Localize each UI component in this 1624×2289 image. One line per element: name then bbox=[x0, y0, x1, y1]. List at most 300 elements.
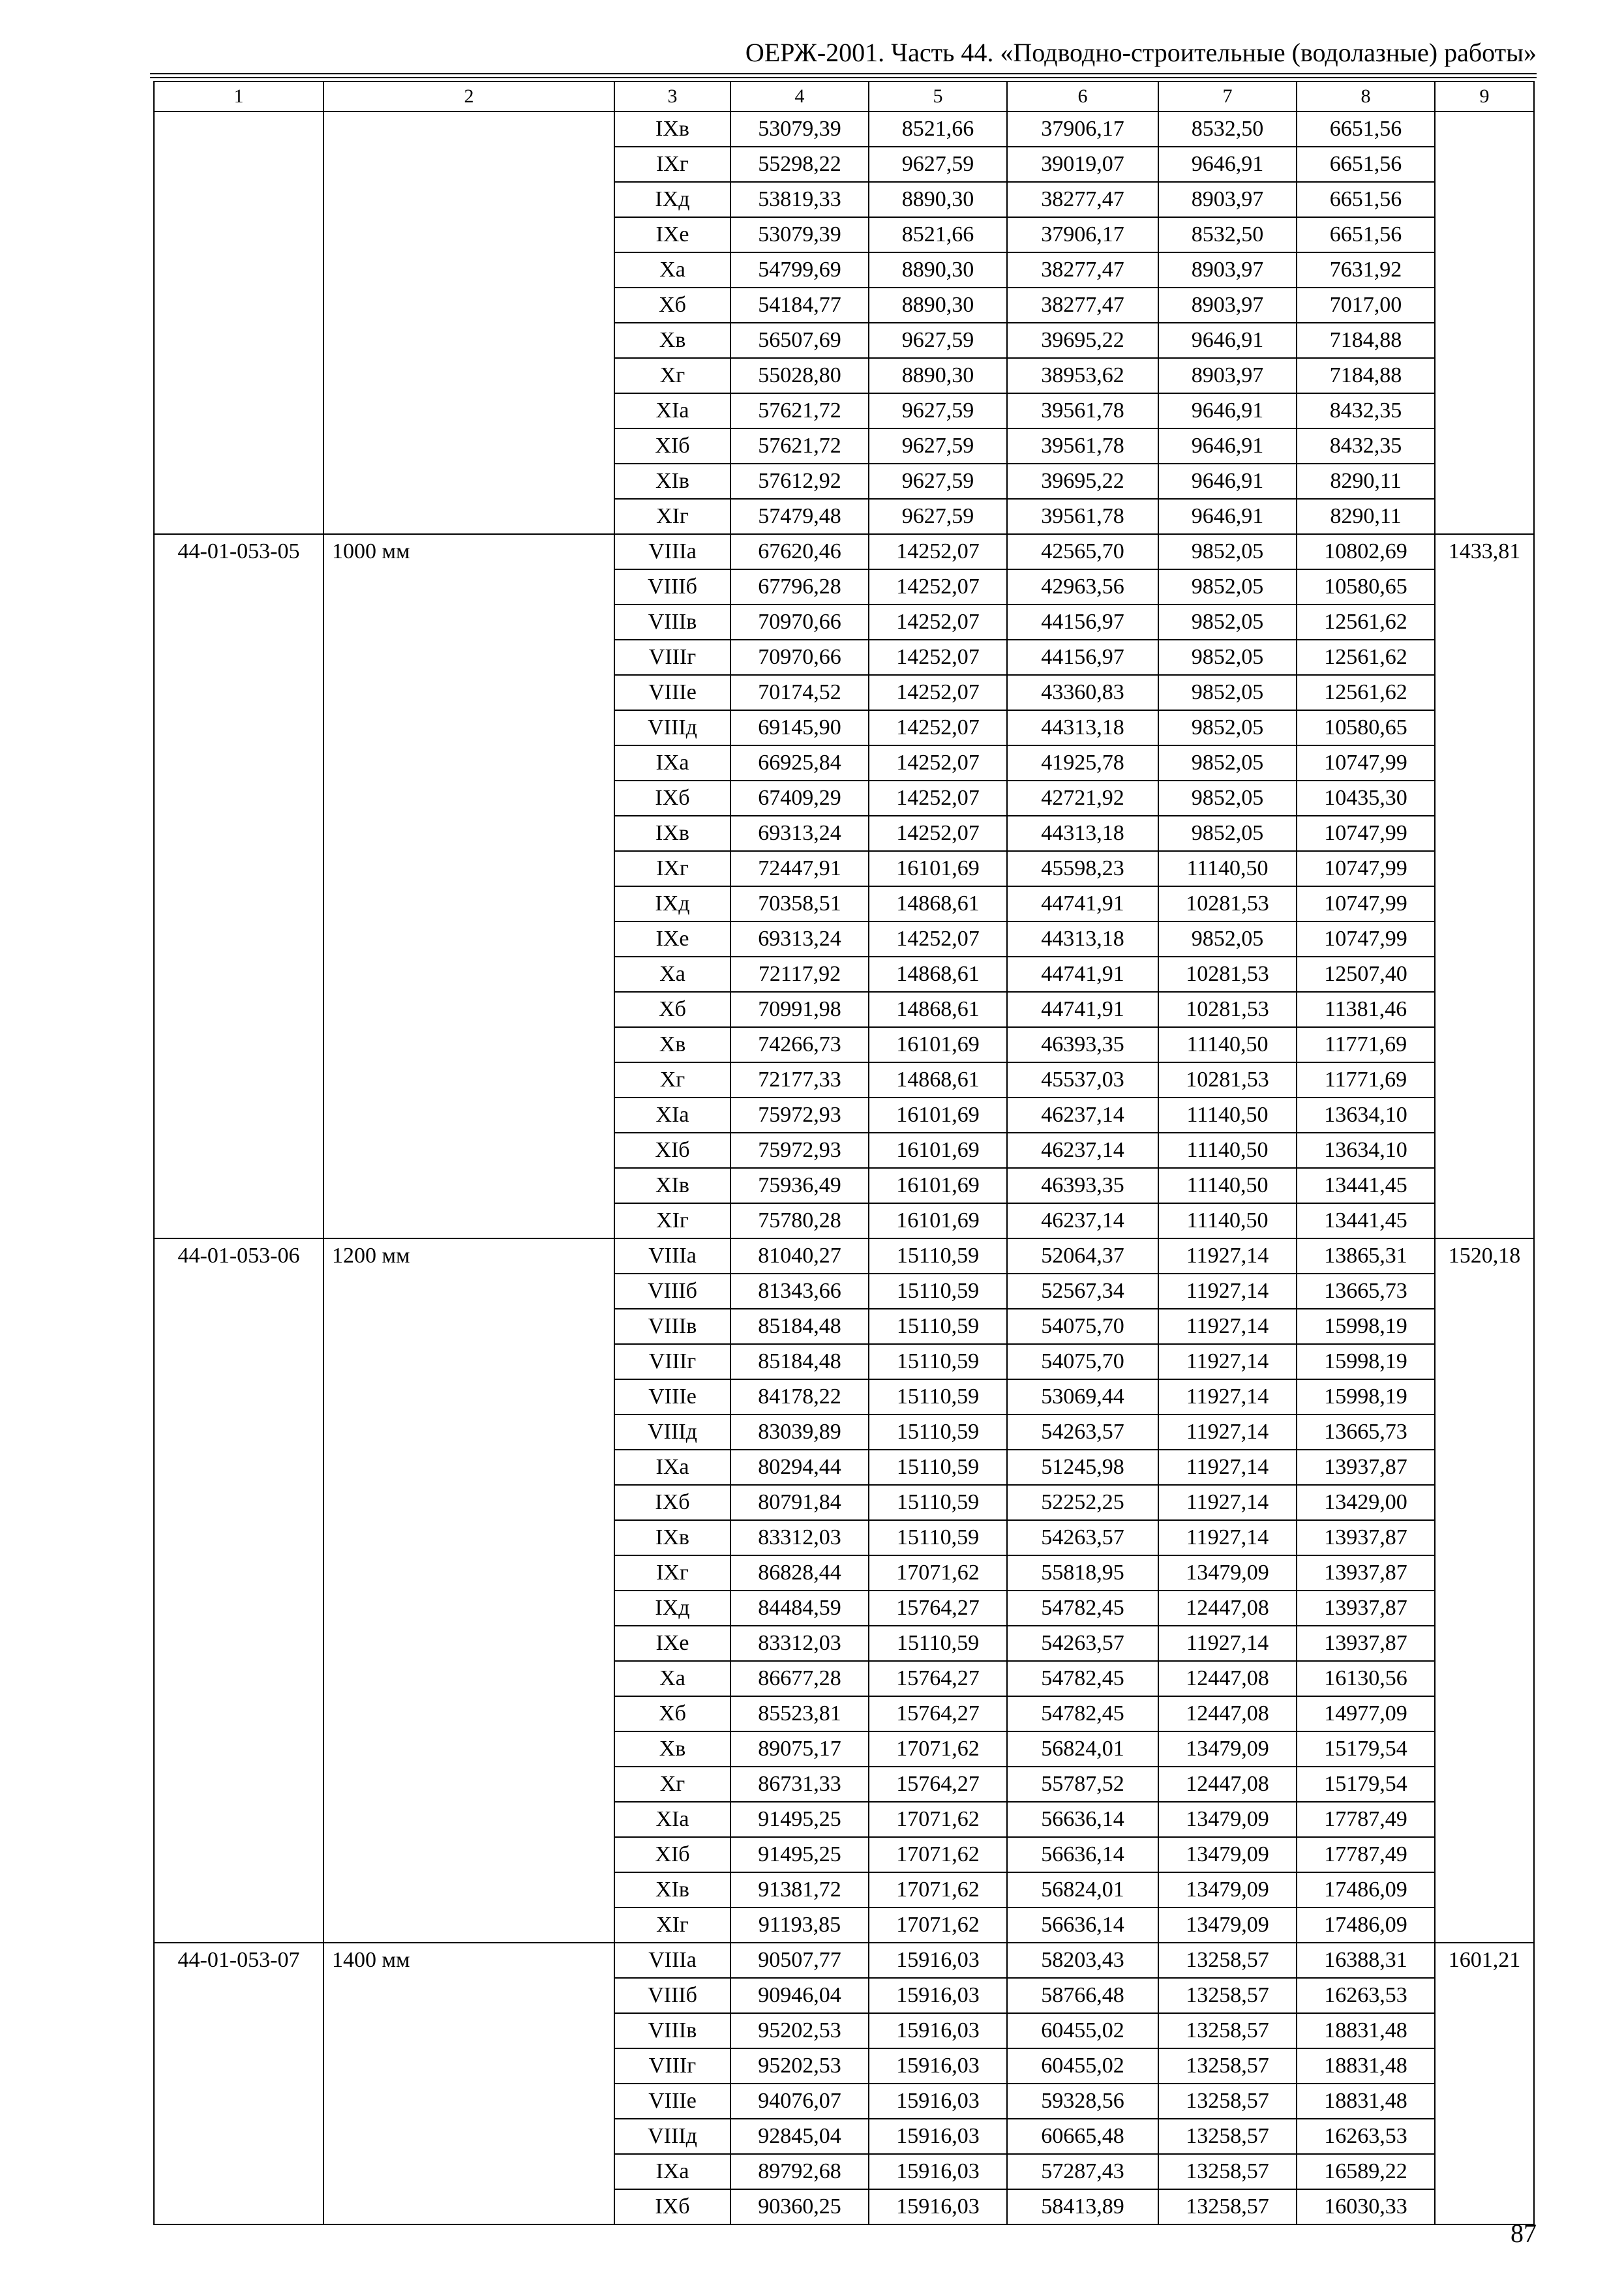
total-cost: 57621,72 bbox=[730, 393, 869, 428]
wages: 8890,30 bbox=[869, 252, 1007, 288]
total-cost: 67796,28 bbox=[730, 569, 869, 605]
total-cost: 91381,72 bbox=[730, 1872, 869, 1908]
machine-cost: 39561,78 bbox=[1007, 428, 1158, 464]
wages: 9627,59 bbox=[869, 464, 1007, 499]
machine-cost: 44313,18 bbox=[1007, 921, 1158, 957]
materials-cost: 13937,87 bbox=[1297, 1555, 1435, 1591]
wages: 9627,59 bbox=[869, 147, 1007, 182]
materials-cost: 16589,22 bbox=[1297, 2154, 1435, 2189]
wages: 14252,07 bbox=[869, 534, 1007, 569]
wages: 9627,59 bbox=[869, 428, 1007, 464]
total-cost: 81040,27 bbox=[730, 1238, 869, 1274]
machine-cost: 52567,34 bbox=[1007, 1274, 1158, 1309]
soil-group: Xа bbox=[614, 1661, 730, 1696]
page-number: 87 bbox=[1511, 2219, 1537, 2248]
machine-cost: 54075,70 bbox=[1007, 1309, 1158, 1344]
materials-cost: 13937,87 bbox=[1297, 1591, 1435, 1626]
wages: 15110,59 bbox=[869, 1379, 1007, 1414]
wages: 17071,62 bbox=[869, 1802, 1007, 1837]
wages: 8890,30 bbox=[869, 288, 1007, 323]
machine-cost: 56636,14 bbox=[1007, 1802, 1158, 1837]
wages: 15110,59 bbox=[869, 1344, 1007, 1379]
machinist-wages: 12447,08 bbox=[1158, 1661, 1297, 1696]
materials-cost: 14977,09 bbox=[1297, 1696, 1435, 1731]
total-cost: 70991,98 bbox=[730, 992, 869, 1027]
header-rule bbox=[150, 77, 1537, 78]
machine-cost: 56824,01 bbox=[1007, 1731, 1158, 1767]
soil-group: Xг bbox=[614, 358, 730, 393]
soil-group: VIIIа bbox=[614, 1238, 730, 1274]
item-price: 1601,21 bbox=[1435, 1943, 1534, 2224]
machinist-wages: 11927,14 bbox=[1158, 1309, 1297, 1344]
soil-group: Xб bbox=[614, 288, 730, 323]
soil-group: VIIIб bbox=[614, 1978, 730, 2013]
table-row bbox=[154, 1238, 1534, 1274]
soil-group: XIв bbox=[614, 464, 730, 499]
soil-group: Xг bbox=[614, 1062, 730, 1098]
soil-group: IXг bbox=[614, 147, 730, 182]
table-row bbox=[154, 534, 1534, 569]
soil-group: VIIIг bbox=[614, 2048, 730, 2084]
machine-cost: 46237,14 bbox=[1007, 1203, 1158, 1238]
machine-cost: 45537,03 bbox=[1007, 1062, 1158, 1098]
wages: 14252,07 bbox=[869, 569, 1007, 605]
total-cost: 81343,66 bbox=[730, 1274, 869, 1309]
total-cost: 57612,92 bbox=[730, 464, 869, 499]
machine-cost: 42721,92 bbox=[1007, 781, 1158, 816]
materials-cost: 10580,65 bbox=[1297, 710, 1435, 745]
materials-cost: 16263,53 bbox=[1297, 2119, 1435, 2154]
machinist-wages: 9852,05 bbox=[1158, 675, 1297, 710]
materials-cost: 13441,45 bbox=[1297, 1168, 1435, 1203]
total-cost: 83312,03 bbox=[730, 1520, 869, 1555]
machinist-wages: 13479,09 bbox=[1158, 1908, 1297, 1943]
wages: 14252,07 bbox=[869, 675, 1007, 710]
machine-cost: 44741,91 bbox=[1007, 886, 1158, 921]
machine-cost: 53069,44 bbox=[1007, 1379, 1158, 1414]
total-cost: 83312,03 bbox=[730, 1626, 869, 1661]
materials-cost: 18831,48 bbox=[1297, 2084, 1435, 2119]
materials-cost: 6651,56 bbox=[1297, 217, 1435, 252]
machinist-wages: 9852,05 bbox=[1158, 781, 1297, 816]
machinist-wages: 13258,57 bbox=[1158, 2119, 1297, 2154]
materials-cost: 17486,09 bbox=[1297, 1908, 1435, 1943]
soil-group: IXв bbox=[614, 816, 730, 851]
total-cost: 85523,81 bbox=[730, 1696, 869, 1731]
machinist-wages: 10281,53 bbox=[1158, 886, 1297, 921]
total-cost: 75972,93 bbox=[730, 1133, 869, 1168]
total-cost: 91495,25 bbox=[730, 1802, 869, 1837]
column-number: 9 bbox=[1435, 82, 1534, 112]
materials-cost: 11771,69 bbox=[1297, 1027, 1435, 1062]
soil-group: VIIIб bbox=[614, 1274, 730, 1309]
machine-cost: 38953,62 bbox=[1007, 358, 1158, 393]
wages: 9627,59 bbox=[869, 323, 1007, 358]
soil-group: VIIIд bbox=[614, 1414, 730, 1450]
machine-cost: 58413,89 bbox=[1007, 2189, 1158, 2224]
soil-group: Xг bbox=[614, 1767, 730, 1802]
materials-cost: 13937,87 bbox=[1297, 1520, 1435, 1555]
materials-cost: 11771,69 bbox=[1297, 1062, 1435, 1098]
soil-group: IXа bbox=[614, 745, 730, 781]
wages: 15916,03 bbox=[869, 2119, 1007, 2154]
materials-cost: 10435,30 bbox=[1297, 781, 1435, 816]
wages: 15916,03 bbox=[869, 1978, 1007, 2013]
wages: 16101,69 bbox=[869, 1027, 1007, 1062]
wages: 15110,59 bbox=[869, 1309, 1007, 1344]
soil-group: IXд bbox=[614, 182, 730, 217]
materials-cost: 13865,31 bbox=[1297, 1238, 1435, 1274]
machine-cost: 54782,45 bbox=[1007, 1661, 1158, 1696]
machinist-wages: 13258,57 bbox=[1158, 2048, 1297, 2084]
machinist-wages: 12447,08 bbox=[1158, 1767, 1297, 1802]
machinist-wages: 9852,05 bbox=[1158, 816, 1297, 851]
machine-cost: 55818,95 bbox=[1007, 1555, 1158, 1591]
soil-group: VIIIв bbox=[614, 605, 730, 640]
wages: 15916,03 bbox=[869, 1943, 1007, 1978]
machinist-wages: 9852,05 bbox=[1158, 605, 1297, 640]
materials-cost: 13937,87 bbox=[1297, 1450, 1435, 1485]
materials-cost: 15179,54 bbox=[1297, 1767, 1435, 1802]
materials-cost: 13937,87 bbox=[1297, 1626, 1435, 1661]
total-cost: 75936,49 bbox=[730, 1168, 869, 1203]
total-cost: 92845,04 bbox=[730, 2119, 869, 2154]
soil-group: XIг bbox=[614, 1203, 730, 1238]
soil-group: IXа bbox=[614, 2154, 730, 2189]
machinist-wages: 13258,57 bbox=[1158, 2013, 1297, 2048]
wages: 14252,07 bbox=[869, 710, 1007, 745]
wages: 14252,07 bbox=[869, 640, 1007, 675]
machinist-wages: 9646,91 bbox=[1158, 393, 1297, 428]
total-cost: 70970,66 bbox=[730, 605, 869, 640]
wages: 14252,07 bbox=[869, 921, 1007, 957]
total-cost: 85184,48 bbox=[730, 1344, 869, 1379]
total-cost: 67409,29 bbox=[730, 781, 869, 816]
item-price bbox=[1435, 112, 1534, 534]
machinist-wages: 9852,05 bbox=[1158, 745, 1297, 781]
machinist-wages: 11927,14 bbox=[1158, 1485, 1297, 1520]
wages: 17071,62 bbox=[869, 1908, 1007, 1943]
wages: 9627,59 bbox=[869, 499, 1007, 534]
machinist-wages: 9852,05 bbox=[1158, 921, 1297, 957]
soil-group: VIIIд bbox=[614, 2119, 730, 2154]
machinist-wages: 11927,14 bbox=[1158, 1238, 1297, 1274]
machine-cost: 44741,91 bbox=[1007, 957, 1158, 992]
wages: 14868,61 bbox=[869, 992, 1007, 1027]
header-rule bbox=[150, 73, 1537, 74]
machine-cost: 55787,52 bbox=[1007, 1767, 1158, 1802]
materials-cost: 10747,99 bbox=[1297, 745, 1435, 781]
machine-cost: 37906,17 bbox=[1007, 217, 1158, 252]
machinist-wages: 13258,57 bbox=[1158, 2154, 1297, 2189]
soil-group: XIг bbox=[614, 499, 730, 534]
item-code: 44-01-053-06 bbox=[154, 1238, 323, 1943]
machinist-wages: 9852,05 bbox=[1158, 534, 1297, 569]
materials-cost: 8290,11 bbox=[1297, 499, 1435, 534]
wages: 8890,30 bbox=[869, 358, 1007, 393]
soil-group: IXг bbox=[614, 1555, 730, 1591]
machinist-wages: 9646,91 bbox=[1158, 147, 1297, 182]
materials-cost: 15998,19 bbox=[1297, 1379, 1435, 1414]
machinist-wages: 11927,14 bbox=[1158, 1414, 1297, 1450]
total-cost: 85184,48 bbox=[730, 1309, 869, 1344]
machinist-wages: 11927,14 bbox=[1158, 1450, 1297, 1485]
materials-cost: 11381,46 bbox=[1297, 992, 1435, 1027]
machine-cost: 38277,47 bbox=[1007, 252, 1158, 288]
wages: 14868,61 bbox=[869, 886, 1007, 921]
wages: 15916,03 bbox=[869, 2084, 1007, 2119]
soil-group: IXг bbox=[614, 851, 730, 886]
machinist-wages: 8903,97 bbox=[1158, 288, 1297, 323]
materials-cost: 7631,92 bbox=[1297, 252, 1435, 288]
wages: 17071,62 bbox=[869, 1837, 1007, 1872]
item-diameter: 1000 мм bbox=[323, 534, 614, 1238]
total-cost: 69313,24 bbox=[730, 921, 869, 957]
machinist-wages: 8532,50 bbox=[1158, 112, 1297, 147]
machinist-wages: 8532,50 bbox=[1158, 217, 1297, 252]
machine-cost: 44313,18 bbox=[1007, 710, 1158, 745]
materials-cost: 12507,40 bbox=[1297, 957, 1435, 992]
machinist-wages: 9852,05 bbox=[1158, 710, 1297, 745]
soil-group: VIIIб bbox=[614, 569, 730, 605]
machinist-wages: 11140,50 bbox=[1158, 1168, 1297, 1203]
total-cost: 72447,91 bbox=[730, 851, 869, 886]
machine-cost: 54263,57 bbox=[1007, 1626, 1158, 1661]
soil-group: XIв bbox=[614, 1872, 730, 1908]
machine-cost: 56636,14 bbox=[1007, 1908, 1158, 1943]
wages: 15110,59 bbox=[869, 1485, 1007, 1520]
machine-cost: 45598,23 bbox=[1007, 851, 1158, 886]
wages: 14252,07 bbox=[869, 605, 1007, 640]
machinist-wages: 11140,50 bbox=[1158, 1203, 1297, 1238]
machine-cost: 58203,43 bbox=[1007, 1943, 1158, 1978]
total-cost: 53819,33 bbox=[730, 182, 869, 217]
soil-group: IXе bbox=[614, 217, 730, 252]
wages: 8890,30 bbox=[869, 182, 1007, 217]
materials-cost: 10747,99 bbox=[1297, 886, 1435, 921]
total-cost: 83039,89 bbox=[730, 1414, 869, 1450]
machine-cost: 51245,98 bbox=[1007, 1450, 1158, 1485]
item-diameter: 1200 мм bbox=[323, 1238, 614, 1943]
materials-cost: 15998,19 bbox=[1297, 1344, 1435, 1379]
total-cost: 70174,52 bbox=[730, 675, 869, 710]
total-cost: 57621,72 bbox=[730, 428, 869, 464]
soil-group: XIа bbox=[614, 1098, 730, 1133]
materials-cost: 12561,62 bbox=[1297, 640, 1435, 675]
soil-group: IXд bbox=[614, 886, 730, 921]
wages: 14868,61 bbox=[869, 957, 1007, 992]
machine-cost: 52252,25 bbox=[1007, 1485, 1158, 1520]
total-cost: 53079,39 bbox=[730, 217, 869, 252]
machinist-wages: 8903,97 bbox=[1158, 358, 1297, 393]
machine-cost: 38277,47 bbox=[1007, 182, 1158, 217]
item-price: 1433,81 bbox=[1435, 534, 1534, 1238]
machinist-wages: 11140,50 bbox=[1158, 1133, 1297, 1168]
machinist-wages: 13258,57 bbox=[1158, 2189, 1297, 2224]
wages: 15110,59 bbox=[869, 1626, 1007, 1661]
machine-cost: 57287,43 bbox=[1007, 2154, 1158, 2189]
soil-group: VIIIе bbox=[614, 2084, 730, 2119]
machinist-wages: 11927,14 bbox=[1158, 1626, 1297, 1661]
soil-group: XIб bbox=[614, 1133, 730, 1168]
wages: 16101,69 bbox=[869, 1168, 1007, 1203]
soil-group: VIIIв bbox=[614, 1309, 730, 1344]
wages: 16101,69 bbox=[869, 1203, 1007, 1238]
wages: 15110,59 bbox=[869, 1450, 1007, 1485]
materials-cost: 13665,73 bbox=[1297, 1274, 1435, 1309]
total-cost: 90946,04 bbox=[730, 1978, 869, 2013]
materials-cost: 17486,09 bbox=[1297, 1872, 1435, 1908]
soil-group: XIг bbox=[614, 1908, 730, 1943]
item-code: 44-01-053-05 bbox=[154, 534, 323, 1238]
machinist-wages: 10281,53 bbox=[1158, 1062, 1297, 1098]
machinist-wages: 13479,09 bbox=[1158, 1837, 1297, 1872]
machinist-wages: 11927,14 bbox=[1158, 1520, 1297, 1555]
total-cost: 89075,17 bbox=[730, 1731, 869, 1767]
wages: 8521,66 bbox=[869, 112, 1007, 147]
soil-group: VIIIа bbox=[614, 534, 730, 569]
machine-cost: 52064,37 bbox=[1007, 1238, 1158, 1274]
column-number: 8 bbox=[1297, 82, 1435, 112]
materials-cost: 8290,11 bbox=[1297, 464, 1435, 499]
soil-group: VIIIе bbox=[614, 675, 730, 710]
total-cost: 55028,80 bbox=[730, 358, 869, 393]
total-cost: 75780,28 bbox=[730, 1203, 869, 1238]
wages: 15110,59 bbox=[869, 1274, 1007, 1309]
machine-cost: 59328,56 bbox=[1007, 2084, 1158, 2119]
wages: 15916,03 bbox=[869, 2154, 1007, 2189]
machinist-wages: 12447,08 bbox=[1158, 1591, 1297, 1626]
machine-cost: 56636,14 bbox=[1007, 1837, 1158, 1872]
machine-cost: 41925,78 bbox=[1007, 745, 1158, 781]
machinist-wages: 13479,09 bbox=[1158, 1731, 1297, 1767]
machine-cost: 37906,17 bbox=[1007, 112, 1158, 147]
item-diameter bbox=[323, 112, 614, 534]
total-cost: 53079,39 bbox=[730, 112, 869, 147]
total-cost: 72117,92 bbox=[730, 957, 869, 992]
materials-cost: 13441,45 bbox=[1297, 1203, 1435, 1238]
machinist-wages: 11140,50 bbox=[1158, 1027, 1297, 1062]
machine-cost: 43360,83 bbox=[1007, 675, 1158, 710]
machinist-wages: 11927,14 bbox=[1158, 1379, 1297, 1414]
column-number: 6 bbox=[1007, 82, 1158, 112]
materials-cost: 10747,99 bbox=[1297, 816, 1435, 851]
total-cost: 95202,53 bbox=[730, 2013, 869, 2048]
soil-group: IXб bbox=[614, 1485, 730, 1520]
machine-cost: 54782,45 bbox=[1007, 1696, 1158, 1731]
wages: 17071,62 bbox=[869, 1872, 1007, 1908]
total-cost: 75972,93 bbox=[730, 1098, 869, 1133]
machine-cost: 46237,14 bbox=[1007, 1098, 1158, 1133]
total-cost: 66925,84 bbox=[730, 745, 869, 781]
machinist-wages: 10281,53 bbox=[1158, 957, 1297, 992]
materials-cost: 16388,31 bbox=[1297, 1943, 1435, 1978]
soil-group: XIв bbox=[614, 1168, 730, 1203]
machine-cost: 39561,78 bbox=[1007, 499, 1158, 534]
materials-cost: 15179,54 bbox=[1297, 1731, 1435, 1767]
machine-cost: 39019,07 bbox=[1007, 147, 1158, 182]
machine-cost: 46237,14 bbox=[1007, 1133, 1158, 1168]
total-cost: 90507,77 bbox=[730, 1943, 869, 1978]
machine-cost: 46393,35 bbox=[1007, 1168, 1158, 1203]
machine-cost: 54782,45 bbox=[1007, 1591, 1158, 1626]
machine-cost: 58766,48 bbox=[1007, 1978, 1158, 2013]
materials-cost: 16263,53 bbox=[1297, 1978, 1435, 2013]
machine-cost: 46393,35 bbox=[1007, 1027, 1158, 1062]
machine-cost: 60665,48 bbox=[1007, 2119, 1158, 2154]
machine-cost: 44156,97 bbox=[1007, 640, 1158, 675]
machine-cost: 56824,01 bbox=[1007, 1872, 1158, 1908]
materials-cost: 7017,00 bbox=[1297, 288, 1435, 323]
materials-cost: 7184,88 bbox=[1297, 323, 1435, 358]
machinist-wages: 11140,50 bbox=[1158, 1098, 1297, 1133]
page-header: ОЕРЖ-2001. Часть 44. «Подводно-строительные (водолазные) работы» bbox=[745, 38, 1537, 67]
materials-cost: 13634,10 bbox=[1297, 1098, 1435, 1133]
soil-group: VIIIв bbox=[614, 2013, 730, 2048]
materials-cost: 12561,62 bbox=[1297, 605, 1435, 640]
wages: 15110,59 bbox=[869, 1414, 1007, 1450]
materials-cost: 17787,49 bbox=[1297, 1802, 1435, 1837]
machinist-wages: 11140,50 bbox=[1158, 851, 1297, 886]
materials-cost: 10802,69 bbox=[1297, 534, 1435, 569]
total-cost: 89792,68 bbox=[730, 2154, 869, 2189]
wages: 15916,03 bbox=[869, 2048, 1007, 2084]
total-cost: 84178,22 bbox=[730, 1379, 869, 1414]
soil-group: IXе bbox=[614, 1626, 730, 1661]
wages: 15764,27 bbox=[869, 1591, 1007, 1626]
machine-cost: 39695,22 bbox=[1007, 323, 1158, 358]
materials-cost: 8432,35 bbox=[1297, 393, 1435, 428]
materials-cost: 12561,62 bbox=[1297, 675, 1435, 710]
wages: 15764,27 bbox=[869, 1767, 1007, 1802]
item-code bbox=[154, 112, 323, 534]
materials-cost: 10580,65 bbox=[1297, 569, 1435, 605]
wages: 15916,03 bbox=[869, 2189, 1007, 2224]
total-cost: 90360,25 bbox=[730, 2189, 869, 2224]
materials-cost: 18831,48 bbox=[1297, 2013, 1435, 2048]
total-cost: 69313,24 bbox=[730, 816, 869, 851]
machinist-wages: 10281,53 bbox=[1158, 992, 1297, 1027]
soil-group: XIа bbox=[614, 1802, 730, 1837]
wages: 15110,59 bbox=[869, 1520, 1007, 1555]
total-cost: 80294,44 bbox=[730, 1450, 869, 1485]
machinist-wages: 8903,97 bbox=[1158, 252, 1297, 288]
machine-cost: 60455,02 bbox=[1007, 2013, 1158, 2048]
column-number: 3 bbox=[614, 82, 730, 112]
price-table bbox=[153, 81, 1535, 2225]
machinist-wages: 11927,14 bbox=[1158, 1274, 1297, 1309]
machinist-wages: 13479,09 bbox=[1158, 1555, 1297, 1591]
column-number: 4 bbox=[730, 82, 869, 112]
machine-cost: 44741,91 bbox=[1007, 992, 1158, 1027]
machine-cost: 38277,47 bbox=[1007, 288, 1158, 323]
soil-group: Xв bbox=[614, 323, 730, 358]
total-cost: 86677,28 bbox=[730, 1661, 869, 1696]
materials-cost: 6651,56 bbox=[1297, 147, 1435, 182]
wages: 9627,59 bbox=[869, 393, 1007, 428]
total-cost: 94076,07 bbox=[730, 2084, 869, 2119]
materials-cost: 13634,10 bbox=[1297, 1133, 1435, 1168]
machinist-wages: 9852,05 bbox=[1158, 640, 1297, 675]
wages: 14252,07 bbox=[869, 781, 1007, 816]
column-number: 1 bbox=[154, 82, 323, 112]
total-cost: 70970,66 bbox=[730, 640, 869, 675]
wages: 14252,07 bbox=[869, 745, 1007, 781]
table-row bbox=[154, 1943, 1534, 1978]
item-code: 44-01-053-07 bbox=[154, 1943, 323, 2224]
soil-group: VIIIг bbox=[614, 1344, 730, 1379]
total-cost: 95202,53 bbox=[730, 2048, 869, 2084]
